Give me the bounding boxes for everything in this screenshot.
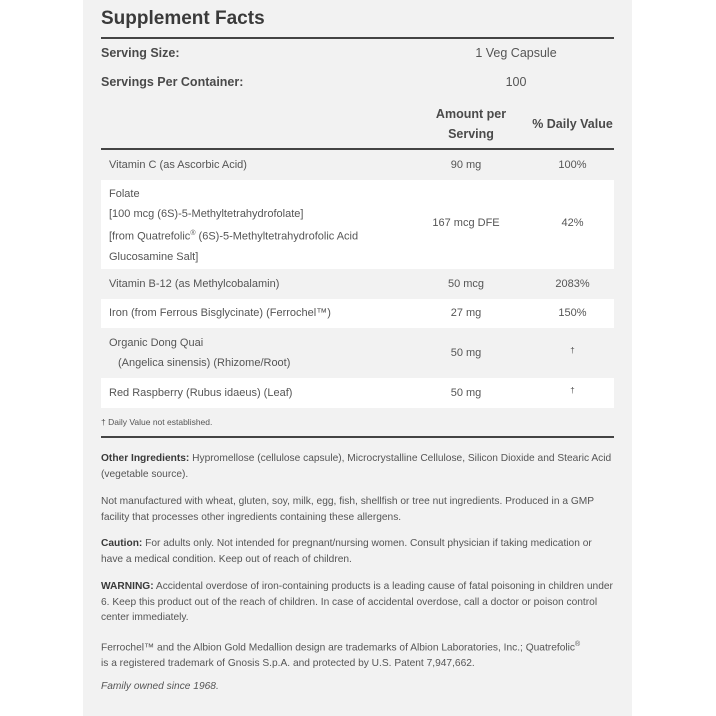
warning-label: WARNING: (101, 581, 154, 592)
table-row (101, 299, 614, 328)
table-row (101, 328, 614, 378)
folate-line-3a: [from Quatrefolic (109, 230, 191, 243)
nutrient-name (109, 333, 290, 373)
nutrient-amount: 50 mg (450, 347, 482, 359)
nutrient-daily-value: 100% (558, 159, 587, 171)
servings-per-container-label: Servings Per Container: (101, 75, 244, 89)
family-owned-paragraph (101, 679, 616, 695)
other-ingredients-paragraph (101, 451, 616, 482)
trademark-text-2: is a registered trademark of Gnosis S.p.A. and protected by U.S. Patent 7,947,662. (101, 657, 475, 669)
servings-per-container-value: 100 (505, 75, 527, 89)
supplement-facts-panel (83, 0, 632, 716)
nutrient-amount: 50 mg (450, 387, 482, 399)
panel-title: Supplement Facts (101, 8, 265, 29)
nutrient-amount: 90 mg (450, 159, 482, 171)
folate-line-3 (109, 224, 358, 247)
trademark-text-1: Ferrochel™ and the Albion Gold Medallion design are trademarks of Albion Laboratories, Inc.; Quatrefolic (101, 642, 575, 654)
nutrient-amount: 27 mg (450, 307, 482, 319)
nutrient-name: Iron (from Ferrous Bisglycinate) (Ferrochel™) (109, 307, 331, 319)
daily-value-header: % Daily Value (532, 117, 613, 131)
table-row (101, 378, 614, 408)
folate-line-4: Glucosamine Salt] (109, 250, 199, 263)
other-ingredients-label: Other Ingredients: (101, 453, 190, 464)
nutrient-daily-value: 2083% (555, 278, 590, 290)
caution-paragraph (101, 536, 616, 567)
folate-line-3b: (6S)-5-Methyltetrahydrofolic Acid (198, 230, 359, 243)
folate-line-2: [100 mcg (6S)-5-Methyltetrahydrofolate] (109, 208, 304, 220)
trademark-paragraph (101, 637, 616, 671)
serving-size-row (101, 42, 614, 66)
serving-size-value: 1 Veg Capsule (475, 46, 557, 60)
warning-text: Accidental overdose of iron-containing products is a leading cause of fatal poisoning in children under 6. Keep this product out of the reach of children. In case of accidental overdose, call a doctor or poison control center immediately. (101, 581, 613, 623)
caution-text: For adults only. Not intended for pregnant/nursing women. Consult physician if taking medication or have a medical condition. Keep out of reach of children. (101, 538, 592, 565)
nutrient-name: Vitamin B-12 (as Methylcobalamin) (109, 278, 280, 290)
title-rule (101, 37, 614, 39)
registered-mark: ® (190, 230, 196, 237)
nutrient-name: Vitamin C (as Ascorbic Acid) (109, 159, 247, 171)
other-ingredients-text: Hypromellose (cellulose capsule), Microcrystalline Cellulose, Silicon Dioxide and Stearic Acid (vegetable source). (101, 453, 612, 480)
nutrient-daily-value: 150% (558, 307, 587, 319)
servings-per-container-row (101, 71, 614, 95)
amount-header-line1: Amount per (435, 107, 507, 121)
warning-paragraph (101, 579, 616, 626)
table-row (101, 150, 614, 180)
allergen-paragraph: Not manufactured with wheat, gluten, soy, milk, egg, fish, shellfish or tree nut ingredients. Produced in a GMP facility that processes other ingredients containing these allergens. (101, 496, 594, 523)
folate-line-1: Folate (109, 188, 140, 200)
nutrient-daily-value: † (570, 346, 575, 355)
nutrient-daily-value: 42% (561, 217, 584, 229)
table-row (101, 180, 614, 269)
footnote-text: Daily Value not established. (108, 417, 213, 427)
nutrient-name: Red Raspberry (Rubus idaeus) (Leaf) (109, 387, 293, 399)
nutrient-amount: 50 mcg (447, 278, 485, 290)
amount-header-line2: Serving (448, 127, 494, 141)
nutrient-name (109, 184, 358, 267)
caution-label: Caution: (101, 538, 143, 549)
registered-mark: ® (574, 641, 581, 648)
table-row (101, 269, 614, 299)
serving-size-label: Serving Size: (101, 46, 180, 60)
dong-quai-line-1: Organic Dong Quai (109, 337, 204, 349)
footer-rule (101, 436, 614, 438)
nutrient-daily-value: † (570, 386, 575, 395)
nutrient-amount: 167 mcg DFE (432, 217, 500, 229)
daily-value-footnote (101, 417, 212, 427)
dong-quai-line-2: (Angelica sinensis) (Rhizome/Root) (118, 357, 291, 369)
family-owned-text: Family owned since 1968. (101, 681, 219, 692)
amount-per-serving-header (401, 104, 541, 144)
dagger-mark: † (101, 417, 106, 427)
